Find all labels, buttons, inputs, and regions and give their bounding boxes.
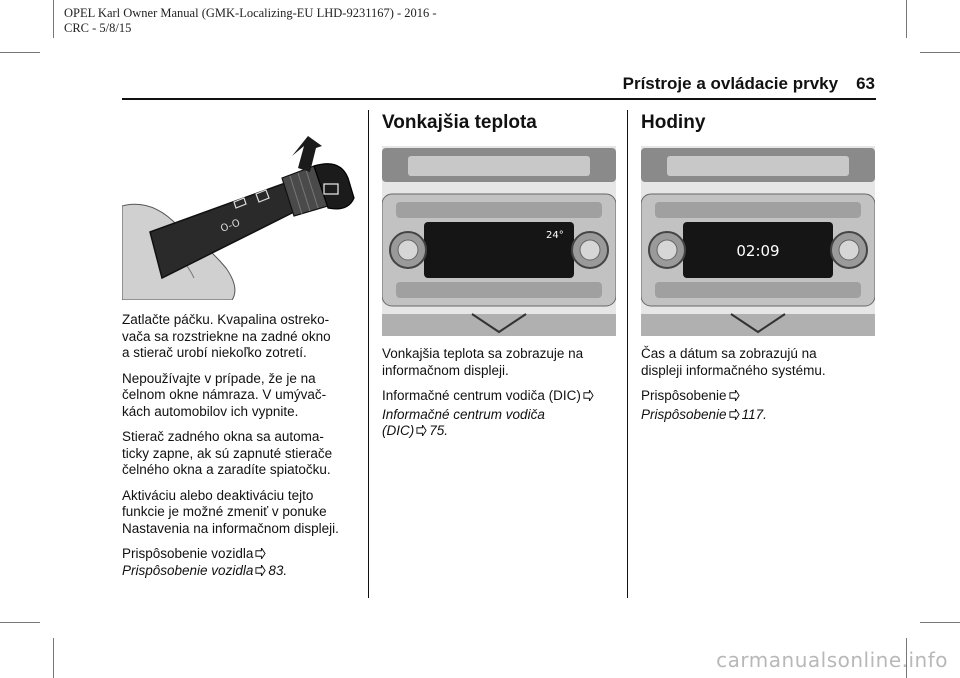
column-1	[122, 128, 360, 588]
cross-reference: Informačné centrum vodiča (DIC)	[382, 388, 618, 405]
crop-mark	[53, 0, 54, 38]
crop-mark	[0, 52, 40, 53]
paragraph: Čas a dátum sa zobrazujú na displeji informačného systému.	[641, 346, 826, 378]
reference-arrow-icon	[255, 565, 266, 576]
paragraph: Stierač zadného okna sa automa- ticky zapne, ak sú zapnuté stierače čelného okna a zaradíte spiatočku.	[122, 429, 333, 477]
paragraph: Aktiváciu alebo deaktiváciu tejto funkcie je možné zmeniť v ponuke Nastavenia na informačnom displeji.	[122, 487, 339, 536]
crop-mark	[920, 622, 960, 623]
column-divider	[368, 110, 369, 598]
section-heading: Hodiny	[641, 112, 706, 133]
column-3	[641, 112, 877, 432]
cross-reference-link[interactable]: Informačné centrum vodiča (DIC) 75.	[382, 406, 545, 438]
running-head	[560, 74, 875, 94]
crop-mark	[0, 622, 40, 623]
reference-arrow-icon	[729, 390, 740, 401]
crop-mark	[920, 52, 960, 53]
paragraph: Vonkajšia teplota sa zobrazuje na informačnom displeji.	[382, 346, 584, 378]
reference-arrow-icon	[729, 409, 740, 420]
dashboard-display-icon	[641, 146, 875, 336]
doc-line-2: CRC - 5/8/15	[64, 21, 132, 35]
display-value: 02:09	[736, 242, 780, 260]
header-rule	[122, 98, 876, 100]
reference-arrow-icon	[255, 548, 266, 559]
page-number: 63	[856, 74, 875, 93]
cross-reference: Prispôsobenie	[641, 388, 877, 405]
reference-arrow-icon	[583, 390, 594, 401]
cross-reference-link[interactable]: Prispôsobenie vozidla 83.	[122, 562, 288, 578]
column-divider	[627, 110, 628, 598]
document-meta	[64, 6, 437, 36]
column-2	[382, 112, 618, 449]
crop-mark	[906, 0, 907, 38]
paragraph: Zatlačte páčku. Kvapalina ostreko- vača sa rozstriekne na zadné okno a stierač urobí niekoľko zotretí.	[122, 312, 331, 360]
cross-reference: Prispôsobenie vozidla Prispôsobenie vozidla 83.	[122, 546, 288, 578]
cross-reference-link[interactable]: Prispôsobenie 117.	[641, 406, 767, 422]
watermark: carmanualsonline.info	[716, 648, 948, 672]
crop-mark	[53, 638, 54, 678]
section-heading: Vonkajšia teplota	[382, 112, 537, 133]
wiper-stalk-icon	[122, 128, 358, 300]
dashboard-display-icon	[382, 146, 616, 336]
svg-text:O-O: O-O	[219, 217, 242, 235]
section-title: Prístroje a ovládacie prvky	[622, 74, 839, 93]
reference-arrow-icon	[416, 425, 427, 436]
paragraph: Nepoužívajte v prípade, že je na čelnom okne námraza. V umývač- kách automobilov ich vypnite.	[122, 370, 327, 419]
doc-line-1: OPEL Karl Owner Manual (GMK-Localizing-EU LHD-9231167) - 2016 -	[64, 6, 437, 20]
display-value: 24°	[546, 230, 564, 241]
